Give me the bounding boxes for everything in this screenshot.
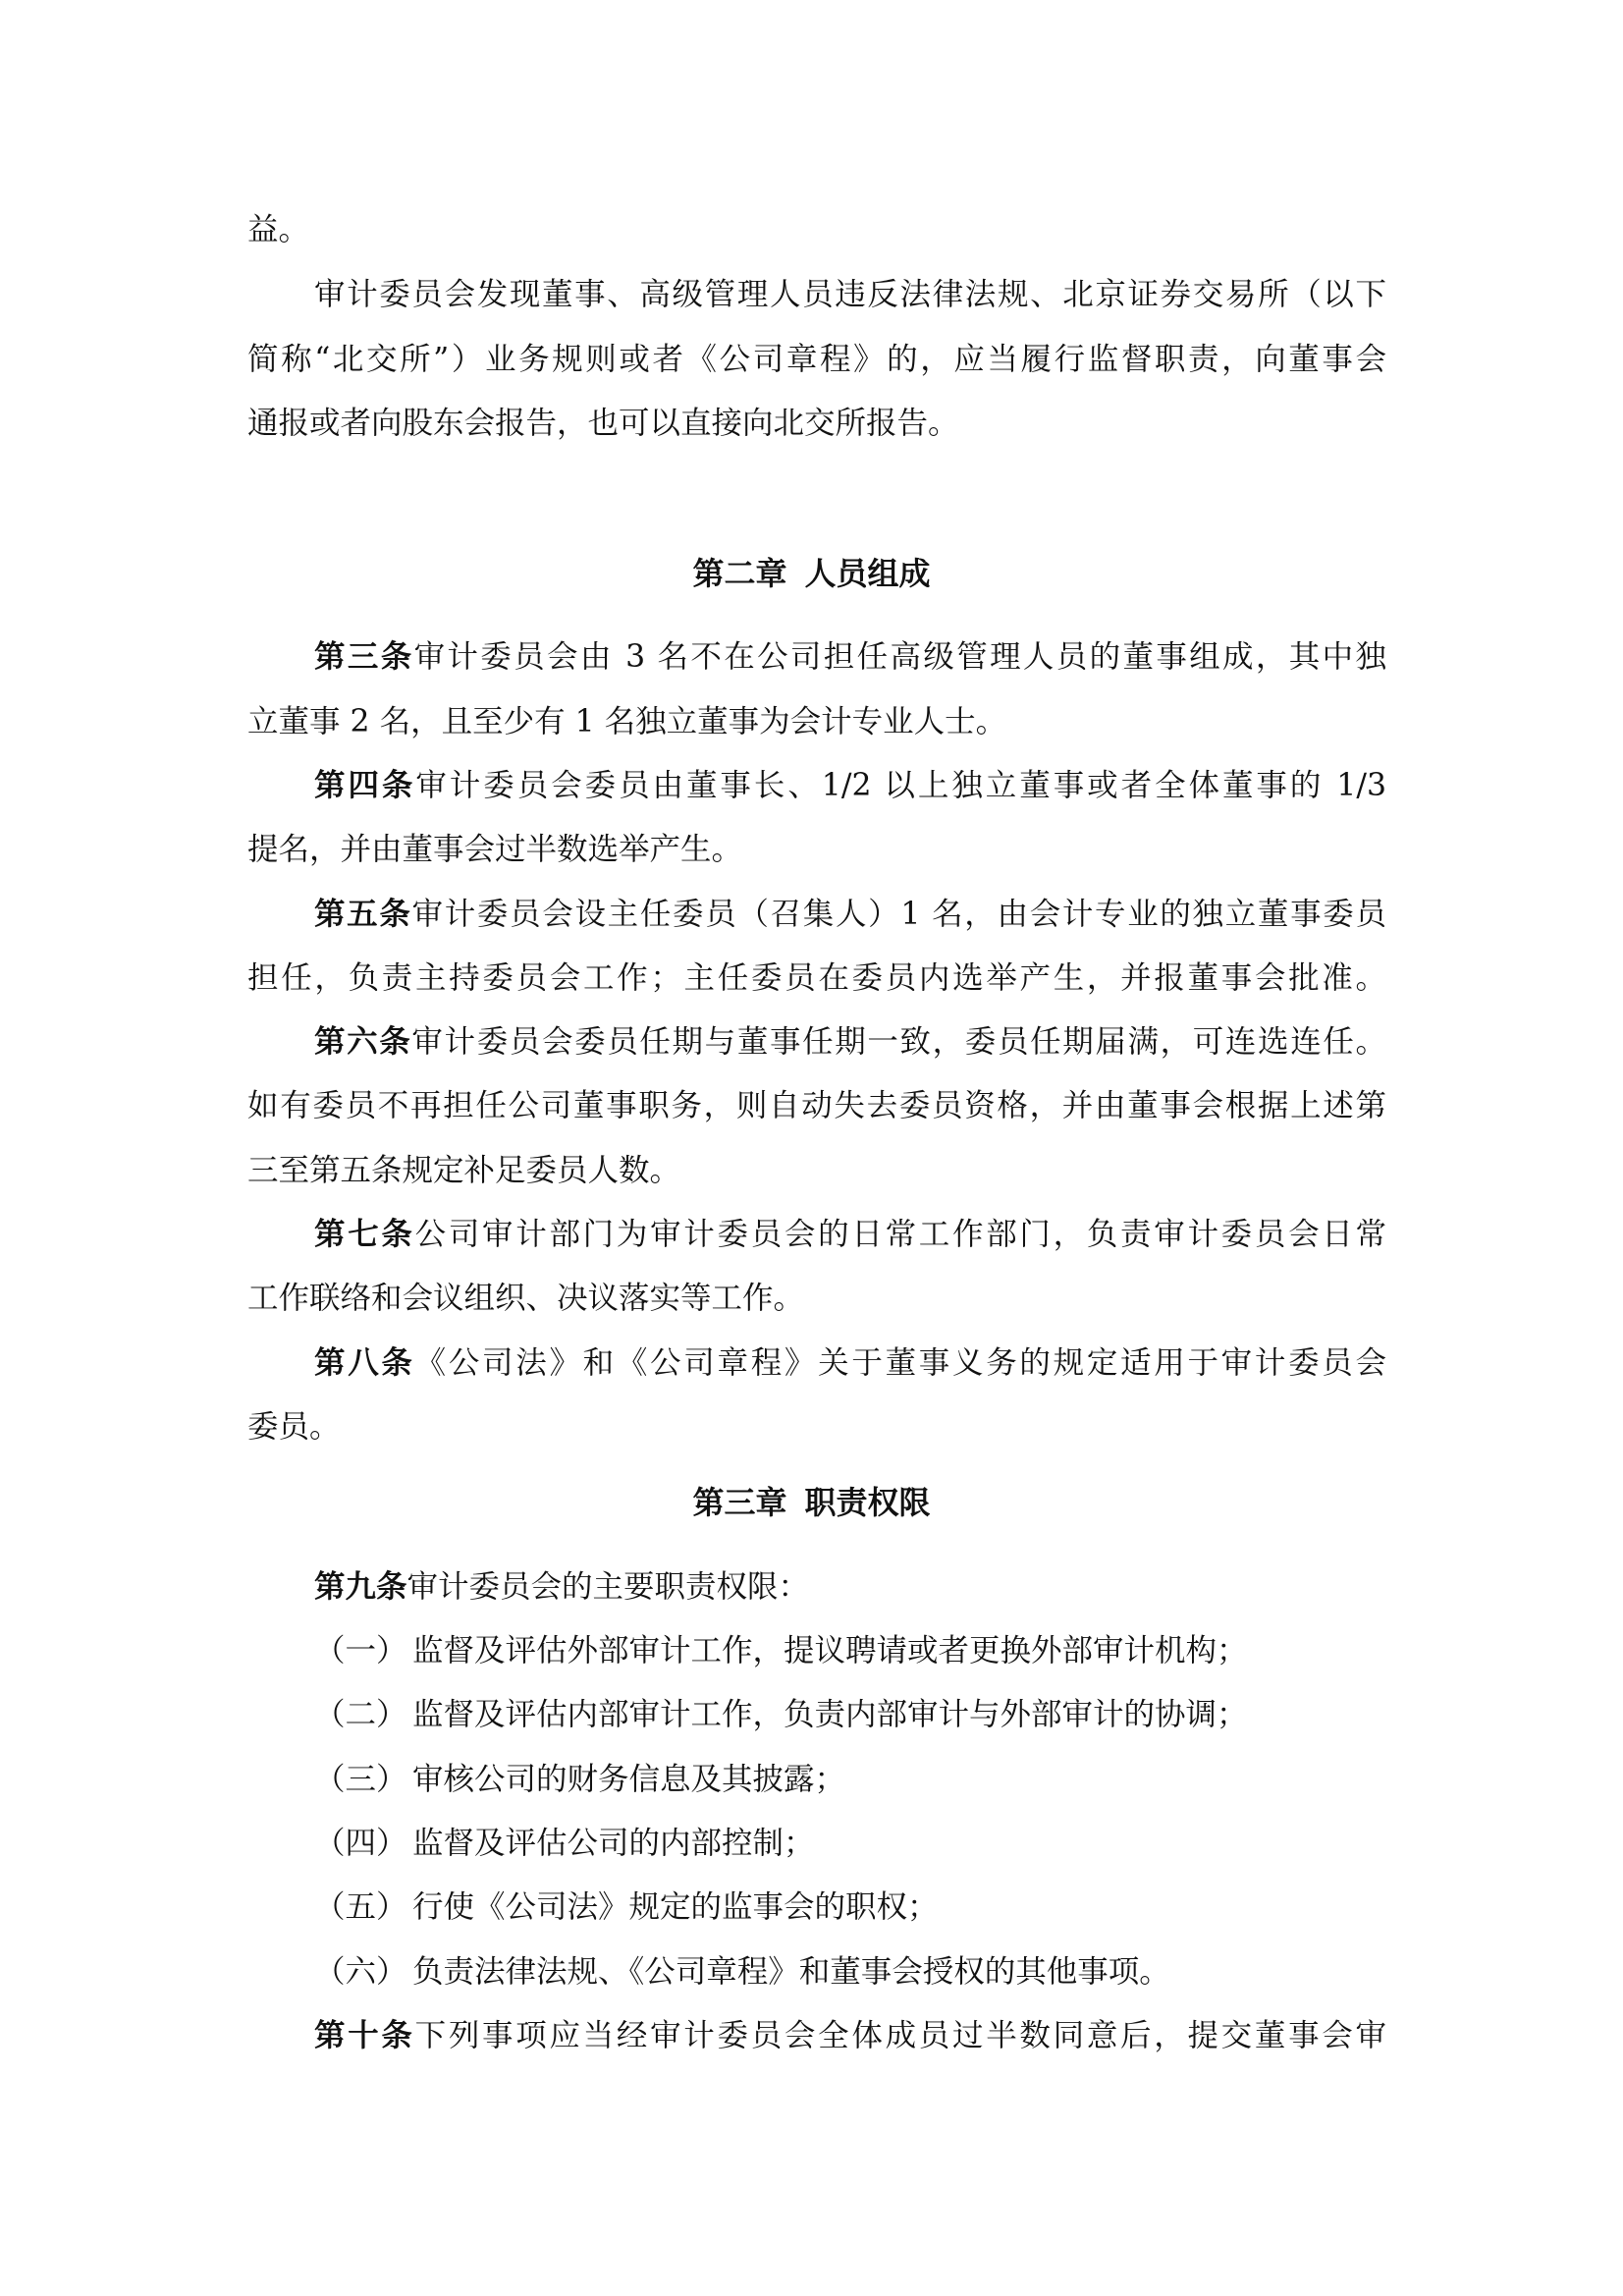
article-text: 公司审计部门为审计委员会的日常工作部门，负责审计委员会日常 [414, 1217, 1386, 1252]
article-line: 三至第五条规定补足委员人数。 [247, 1153, 681, 1188]
article-line [314, 1565, 1386, 1609]
list-item-number: （六） [314, 1954, 407, 1990]
article-text: 审计委员会委员任期与董事任期一致，委员任期届满，可连选连任。 [411, 1024, 1386, 1060]
article-line: 工作联络和会议组织、决议落实等工作。 [247, 1281, 805, 1316]
article-line: 担任，负责主持委员会工作；主任委员在委员内选举产生，并报董事会批准。 [247, 960, 1386, 996]
article-line [314, 1341, 1386, 1385]
list-item-number: （四） [314, 1826, 407, 1861]
list-item [314, 1822, 1386, 1865]
chapter-number: 第二章 [692, 555, 787, 592]
list-item [314, 1629, 1386, 1672]
chapter-title: 人员组成 [804, 555, 931, 592]
list-item-number: （三） [314, 1762, 407, 1797]
article-label: 第八条 [314, 1344, 415, 1381]
article-text: 审计委员会设主任委员（召集人）1 名，由会计专业的独立董事委员 [411, 897, 1386, 932]
list-item [314, 1886, 1386, 1929]
article-label: 第九条 [314, 1568, 407, 1605]
carry-over-line: 益。 [247, 212, 310, 247]
article-text: 审计委员会的主要职责权限： [406, 1569, 810, 1605]
list-item-number: （一） [314, 1633, 407, 1668]
list-item-text: 行使《公司法》规定的监事会的职权； [412, 1889, 939, 1925]
paragraph-line: 通报或者向股东会报告，也可以直接向北交所报告。 [247, 406, 959, 441]
chapter-heading [0, 552, 1623, 595]
article-line [314, 2014, 1386, 2057]
article-label: 第七条 [314, 1216, 415, 1252]
paragraph-line: 审计委员会发现董事、高级管理人员违反法律法规、北京证券交易所（以下 [314, 277, 1386, 312]
article-label: 第六条 [314, 1023, 412, 1060]
list-item [314, 1758, 1386, 1801]
article-line: 提名，并由董事会过半数选举产生。 [247, 832, 743, 867]
list-item-text: 审核公司的财务信息及其披露； [412, 1762, 846, 1797]
list-item-number: （五） [314, 1889, 407, 1925]
article-label: 第三条 [314, 638, 414, 675]
list-item [314, 1693, 1386, 1736]
article-line: 如有委员不再担任公司董事职务，则自动失去委员资格，并由董事会根据上述第 [247, 1088, 1386, 1123]
list-item-text: 监督及评估公司的内部控制； [412, 1826, 815, 1861]
article-line [314, 1020, 1386, 1064]
chapter-title: 职责权限 [804, 1484, 931, 1521]
chapter-heading [0, 1481, 1623, 1524]
article-label: 第十条 [314, 2017, 415, 2053]
article-line: 立董事 2 名，且至少有 1 名独立董事为会计专业人士。 [247, 704, 1007, 739]
list-item-text: 监督及评估外部审计工作，提议聘请或者更换外部审计机构； [412, 1633, 1248, 1668]
chapter-number: 第三章 [692, 1484, 787, 1521]
list-item-text: 监督及评估内部审计工作，负责内部审计与外部审计的协调； [412, 1697, 1248, 1732]
article-text: 《公司法》和《公司章程》关于董事义务的规定适用于审计委员会 [414, 1345, 1386, 1381]
article-label: 第五条 [314, 896, 412, 932]
article-line [314, 893, 1386, 936]
article-text: 审计委员会由 3 名不在公司担任高级管理人员的董事组成，其中独 [413, 639, 1386, 675]
list-item-number: （二） [314, 1697, 407, 1732]
article-line: 委员。 [247, 1409, 341, 1445]
article-label: 第四条 [314, 767, 416, 803]
list-item-text: 负责法律法规、《公司章程》和董事会授权的其他事项。 [412, 1954, 1170, 1990]
article-line [314, 764, 1386, 807]
article-line [314, 635, 1386, 679]
list-item [314, 1950, 1386, 1994]
article-text: 审计委员会委员由董事长、1/2 以上独立董事或者全体董事的 1/3 [415, 768, 1386, 803]
article-text: 下列事项应当经审计委员会全体成员过半数同意后，提交董事会审 [414, 2018, 1386, 2053]
article-line [314, 1213, 1386, 1256]
paragraph-line: 简称“北交所”）业务规则或者《公司章程》的，应当履行监督职责，向董事会 [247, 342, 1386, 377]
